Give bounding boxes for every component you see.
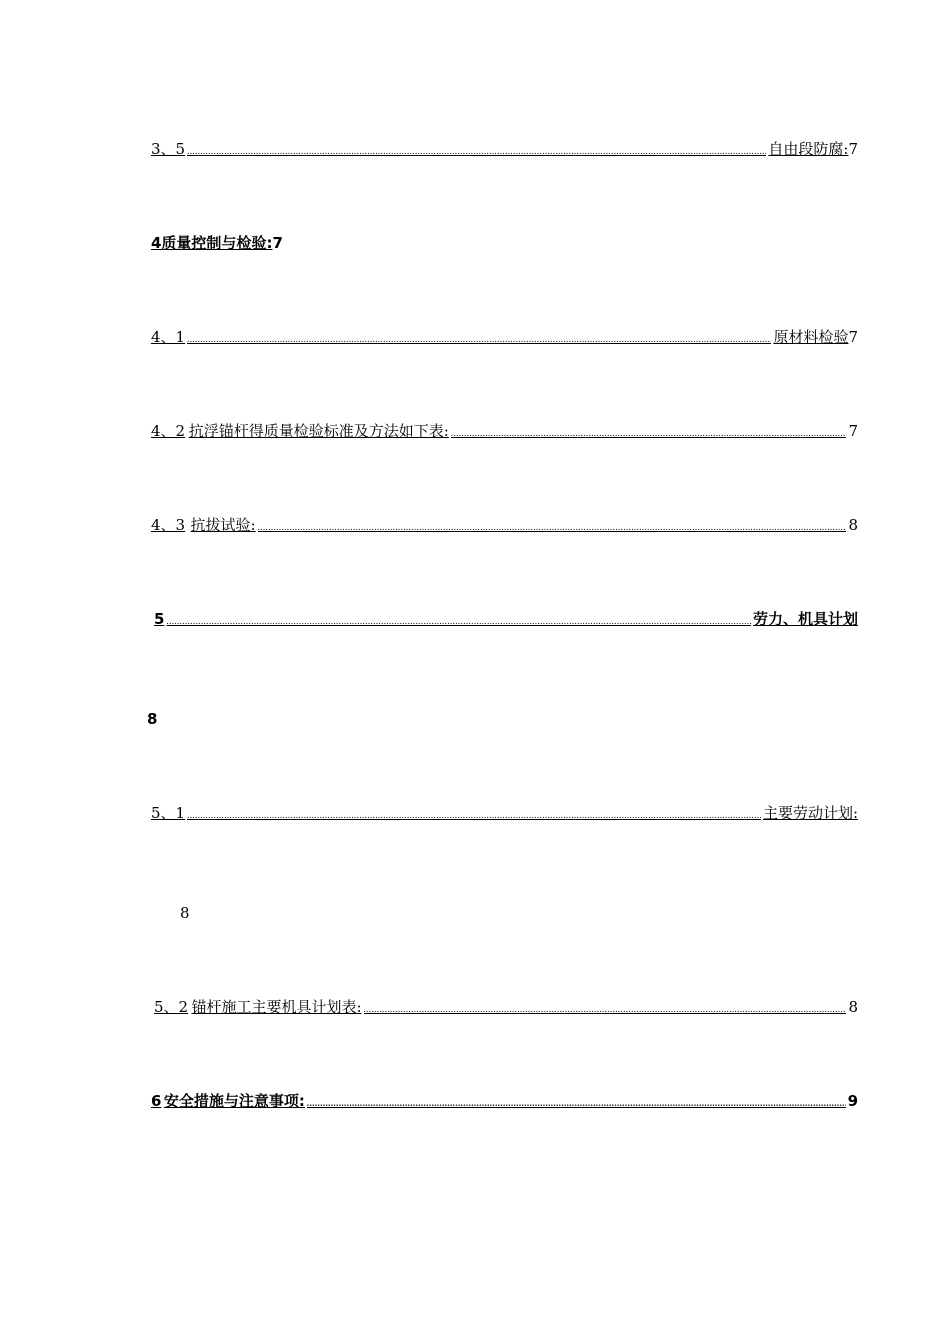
toc-leader-dots	[166, 611, 751, 631]
toc-heading[interactable]	[151, 233, 283, 253]
toc-heading-title: 4质量控制与检验:	[151, 234, 273, 252]
toc-entry[interactable]	[151, 997, 858, 1019]
toc-entry-title: 原材料检验	[773, 328, 849, 346]
toc-heading-page: 9	[847, 1092, 858, 1110]
toc-entry-title: 锚杆施工主要机具计划表:	[191, 998, 362, 1016]
toc-entry-number: 5、2	[154, 998, 189, 1016]
toc-heading-title: 劳力、机具计划	[752, 610, 858, 628]
toc-entry-page: 7	[848, 328, 858, 346]
toc-leader-dots	[258, 517, 847, 537]
toc-entry-title: 自由段防腐:	[768, 140, 849, 158]
toc-leader-dots	[187, 141, 766, 161]
toc-heading-number: 6	[151, 1092, 162, 1110]
toc-entry-title: 主要劳动计划:	[762, 804, 858, 822]
toc-entry-title: 抗拔试验:	[190, 516, 256, 534]
toc-entry[interactable]	[151, 421, 858, 443]
toc-entry-title: 抗浮锚杆得质量检验标准及方法如下表:	[188, 422, 449, 440]
toc-leader-dots	[364, 999, 847, 1019]
toc-entry-page: 7	[848, 140, 858, 158]
toc-heading-page: 7	[272, 234, 283, 252]
toc-entry-number: 4、2	[151, 422, 186, 440]
toc-entry[interactable]	[151, 139, 858, 161]
toc-heading-page: 8	[147, 710, 158, 728]
toc-leader-dots	[187, 805, 761, 825]
toc-heading[interactable]	[151, 1091, 858, 1113]
toc-heading[interactable]	[151, 609, 858, 631]
toc-entry-page: 8	[848, 516, 858, 534]
toc-entry-number: 3、5	[151, 140, 186, 158]
toc-entry-page: 7	[848, 422, 858, 440]
toc-leader-dots	[451, 423, 847, 443]
toc-entry-number: 4、1	[151, 328, 186, 346]
toc-entry-page: 8	[180, 904, 190, 922]
toc-entry[interactable]	[151, 803, 858, 825]
toc-entry[interactable]	[151, 515, 858, 537]
toc-heading-number: 5	[154, 610, 165, 628]
toc-entry[interactable]	[151, 327, 858, 349]
toc-heading-title: 安全措施与注意事项:	[163, 1092, 305, 1110]
toc-leader-dots	[187, 329, 771, 349]
toc-entry-number: 5、1	[151, 804, 186, 822]
toc-leader-dots	[307, 1093, 846, 1113]
toc-entry-number: 4、3	[151, 516, 186, 534]
toc-entry-page: 8	[848, 998, 858, 1016]
